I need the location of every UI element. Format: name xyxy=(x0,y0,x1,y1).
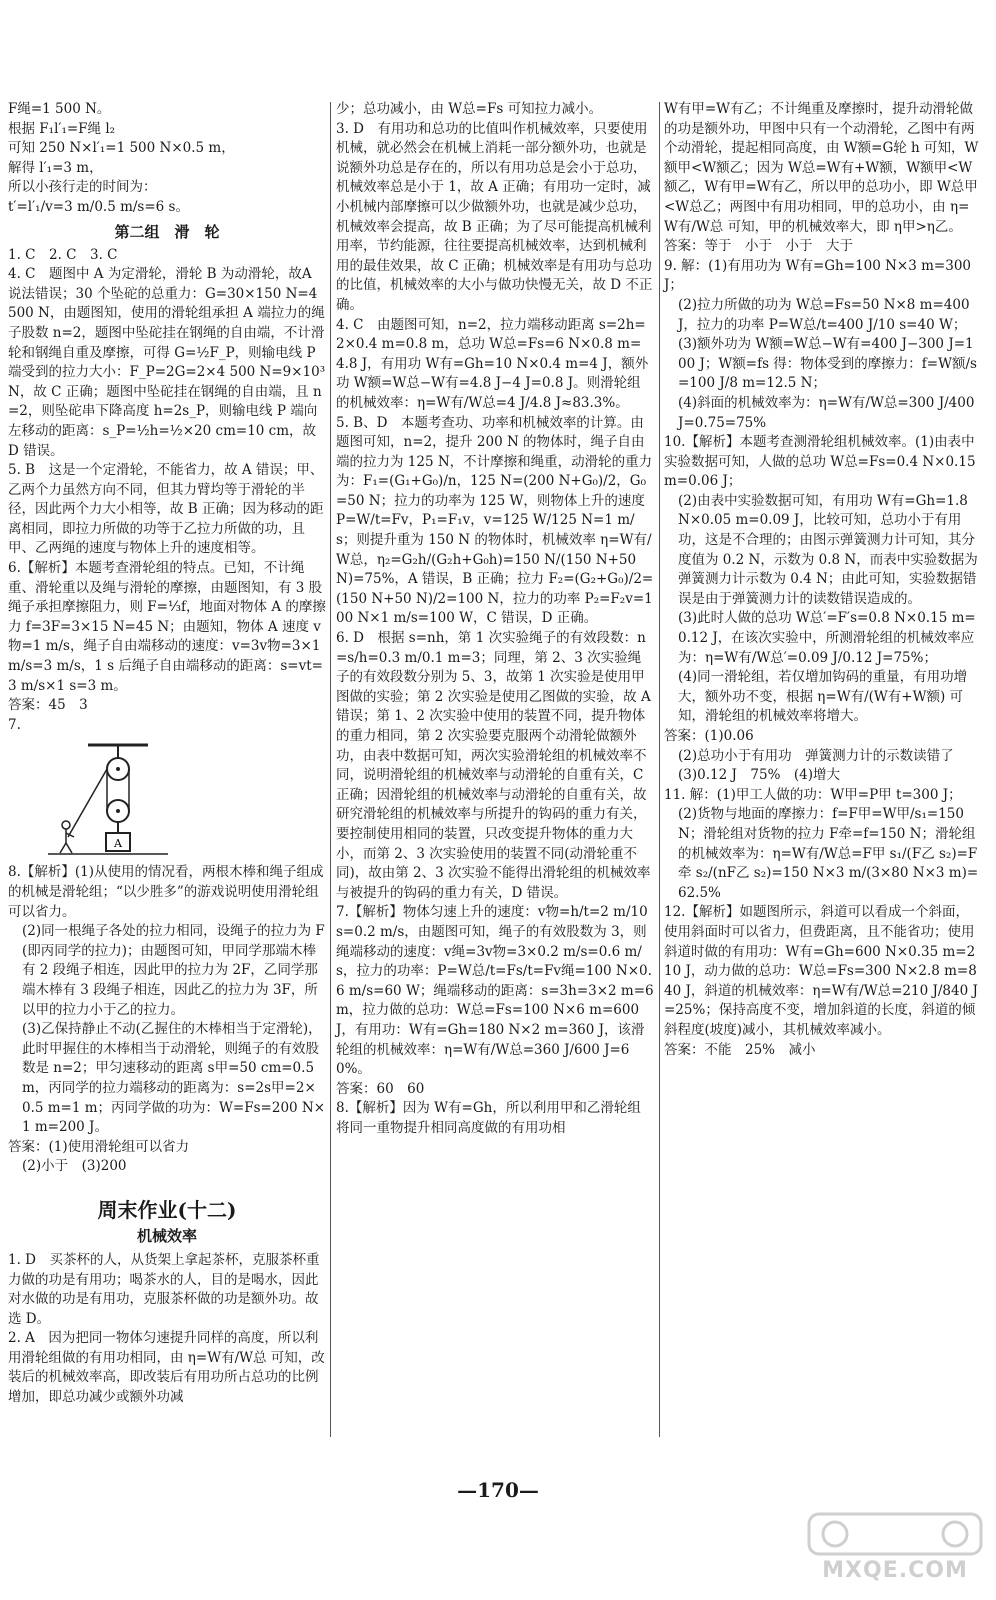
column-left xyxy=(8,100,330,1440)
answer-line: (2)同一根绳子各处的拉力相同，设绳子的拉力为 F(即丙同学的拉力)；由题图可知，甲同学那端木棒有 2 段绳子相连，因此甲的拉力为 2F，乙同学那端木棒有 3 段绳子相连，因此乙的拉力为 3F，所以甲的拉力小于乙的拉力。 xyxy=(22,923,325,1018)
page-number: —170— xyxy=(457,1478,539,1502)
answer-line: 可知 250 N×l′₁=1 500 N×0.5 m， xyxy=(8,140,235,157)
answer-line: 8.【解析】(1)从使用的情况看，两根木棒和绳子组成的机械是滑轮组；“以少胜多”的游戏说明使用滑轮组可以省力。 xyxy=(8,864,324,920)
answer-line: 解得 l′₁=3 m， xyxy=(8,159,103,176)
answer-line: 9. 解：(1)有用功为 W有=Gh=100 N×3 m=300 J； xyxy=(664,257,976,294)
answer-line: (3)此时人做的总功 W总′=F′s=0.8 N×0.15 m=0.12 J，在该次实验中，所测滑轮组的机械效率应为：η=W有/W总′=0.09 J/0.12 J=75%； xyxy=(678,610,976,666)
answer-line: 1. D 买茶杯的人，从货架上拿起茶杯，克服茶杯重力做的功是有用功；喝茶水的人，目的是喝水，因此对水做的功是有用功，克服茶杯做的功是额外功。故选 D。 xyxy=(8,1251,320,1327)
answer-line: 10.【解析】本题考查测滑轮组机械效率。(1)由表中实验数据可知，人做的总功 W总=Fs=0.4 N×0.15 m=0.06 J； xyxy=(664,434,980,490)
answer-line: 6. D 根据 s=nh，第 1 次实验绳子的有效段数：n=s/h=0.3 m/0.1 m=3；同理，第 2、3 次实验绳子的有效段数分别为 5、3，故第 1 次实验是使用甲图做的实验；第 2 次实验是使用乙图做的实验，故 A 错误；第 1、2 次实验中使用的装置不同，提升物体的重力相同，第 2 次实验要克服两个动滑轮做额外功，由表中数据可知，两次实验滑轮组的机械效率不同，说明滑轮组的机械效率与动滑轮的自重有关，C 正确；因滑轮组的机械效率与动滑轮的自重有关，故研究滑轮组的机械效率与所提升的钩码的重力有关，要控制使用相同的装置，只改变提升物体的重力大小，而第 2、3 次实验使用的装置不同(动滑轮重不同)，故由第 2、3 次实验不能得出滑轮组的机械效率与被提升的钩码的重力有关，D 错误。 xyxy=(336,630,656,901)
answer-line: (3)乙保持静止不动(乙握住的木棒相当于定滑轮)，此时甲握住的木棒相当于动滑轮，则绳子的有效股数是 n=2；甲匀速移动的距离 s甲=50 cm=0.5 m，丙同学的拉力端移动的距离为：s=2s甲=2×0.5 m=1 m；丙同学做的功为：W=Fs=200 N×1 m=200 J。 xyxy=(22,1021,326,1136)
section-title: 周末作业(十二) xyxy=(97,1197,237,1222)
figure-label: A xyxy=(114,837,122,851)
answer-line: (4)同一滑轮组，若仅增加钩码的重量，有用功增大，额外功不变，根据 η=W有/(W有+W额) 可知，滑轮组的机械效率将增大。 xyxy=(678,669,968,725)
answer-line: (2)货物与地面的摩擦力：f=F甲=W甲/s₁=150 N；滑轮组对货物的拉力 F牵=f=150 N；滑轮组的机械效率为：η=W有/W总=F甲 s₁/(F乙 s₂)=F牵 s₂/(nF乙 s₂)=150 N×3 m/(3×80 N×3 m)=62.5% xyxy=(678,806,979,901)
answer-line: 答案：45 3 xyxy=(8,697,88,714)
answer-line: 答案：不能 25% 减小 xyxy=(664,1041,816,1058)
answer-line: (2)拉力所做的功为 W总=Fs=50 N×8 m=400 J，拉力的功率 P=W总/t=400 J/10 s=40 W； xyxy=(678,296,974,333)
column-middle xyxy=(336,100,658,1440)
answer-line: (2)总功小于有用功 弹簧测力计的示数读错了 xyxy=(678,747,954,764)
answer-line: 答案：等于 小于 小于 大于 xyxy=(664,238,853,255)
answer-line: 5. B、D 本题考查功、功率和机械效率的计算。由题图可知，n=2，提升 200 N 的物体时，绳子自由端的拉力为 125 N，不计摩擦和绳重，动滑轮的重力为：F₁=(G₁+G₀)/n，125 N=(200 N+G₀)/2，G₀=50 N；拉力的功率为 125 W，则物体上升的速度 P=W/t=Fv，P₁=F₁v，v=125 W/125 N=1 m/s；则提升重为 150 N 的物体时，机械效率 η=W有/W总，η₂=G₂h/(G₂h+G₀h)=150 N/(150 N+50 N)=75%，A 错误，B 正确；拉力 F₂=(G₂+G₀)/2=(150 N+50 N)/2=100 N，拉力的功率 P₂=F₂v=100 N×1 m/s=100 W，C 错误，D 正确。 xyxy=(336,414,654,627)
answer-line: 11. 解：(1)甲工人做的功：W甲=P甲 t=300 J； xyxy=(664,786,962,803)
answer-line: W有甲=W有乙；不计绳重及摩擦时，提升动滑轮做的功是额外功，甲图中只有一个动滑轮，乙图中有两个动滑轮，提起相同高度，由 W额=G轮 h 可知，W额甲<W额乙；因为 W总=W有+W额，W额甲<W额乙，W有甲=W有乙，所以甲的总功小，即 W总甲<W总乙；两图中有用功相同，甲的总功小，由 η=W有/W总 可知，甲的机械效率大，即 η甲>η乙。 xyxy=(664,101,979,235)
answer-line: 12.【解析】如题图所示，斜道可以看成一个斜面，使用斜面时可以省力，但费距离，且不能省功；使用斜道时做的有用功：W有=Gh=600 N×0.35 m=210 J，动力做的总功：W总=Fs=300 N×2.8 m=840 J，斜道的机械效率：η=W有/W总=210 J/840 J=25%；保持高度不变，增加斜道的长度，斜道的倾斜程度(坡度)减小，其机械效率减小。 xyxy=(664,904,978,1038)
answer-line: F绳=1 500 N。 xyxy=(8,101,111,117)
column-right xyxy=(664,100,982,1440)
answer-line: 3. D 有用功和总功的比值叫作机械效率，只要使用机械，就必然会在机械上消耗一部分额外功，也就是说额外功总是存在的，所以有用功总是会小于总功，机械效率总是小于 1，故 A 正确；有用功一定时，减小机械内部摩擦可以少做额外功，也就是减少总功，机械效率会提高，故 B 正确；为了尽可能提高机械利用率，节约能源，往往要提高机械效率，达到机械利用的最佳效果，故 C 正确；机械效率是有用功与总功的比值，机械效率的大小与做功快慢无关，故 D 不正确。 xyxy=(336,120,653,313)
answer-line: 8.【解析】因为 W有=Gh，所以利用甲和乙滑轮组将同一重物提升相同高度做的有用功相 xyxy=(336,1100,641,1136)
answer-line: 7. xyxy=(8,716,21,733)
section-subtitle: 机械效率 xyxy=(136,1226,197,1245)
pulley-diagram xyxy=(48,741,168,859)
answer-line: 答案：60 60 xyxy=(336,1080,425,1097)
answer-line: 答案：(1)使用滑轮组可以省力 xyxy=(8,1138,190,1155)
watermark-text: MXQE.COM xyxy=(822,1558,968,1583)
watermark-icon xyxy=(805,1510,985,1560)
answer-line: 4. C 题图中 A 为定滑轮，滑轮 B 为动滑轮，故A 说法错误；30 个坠砣的总重力：G=30×150 N=4 500 N，由题图知，使用的滑轮组承担 A 端拉力的绳子股数 n=2，题图中坠砣挂在钢绳的自由端，不计滑轮和钢绳自重及摩擦，可得 G=½F_P，则输电线 P 端受到的拉力大小：F_P=2G=2×4 500 N=9×10³ N，故 C 正确；题图中坠砣挂在钢绳的自由端，且 n=2，则坠砣串下降高度 h=2s_P，则输电线 P 端向左移动的距离：s_P=½h=½×20 cm=10 cm，故 D 错误。 xyxy=(8,266,330,459)
answer-line: 答案：(1)0.06 xyxy=(664,728,754,744)
answer-line: (2)由表中实验数据可知，有用功 W有=Gh=1.8 N×0.05 m=0.09 J，比较可知，总功小于有用功，这是不合理的；由图示弹簧测力计可知，其分度值为 0.2 N，示数为 0.8 N，而表中实验数据为弹簧测力计示数为 0.4 N；由此可知，实验数据错误是由于弹簧测力计的读数错误造成的。 xyxy=(678,492,978,607)
answer-line: (3)0.12 J 75% (4)增大 xyxy=(678,767,841,784)
group-heading: 第二组 滑 轮 xyxy=(114,222,220,241)
answer-line: (4)斜面的机械效率为：η=W有/W总=300 J/400 J=0.75=75% xyxy=(678,394,979,431)
answer-line: 4. C 由题图可知，n=2，拉力端移动距离 s=2h=2×0.4 m=0.8 m，总功 W总=Fs=6 N×0.8 m=4.8 J，有用功 W有=Gh=10 N×0.4 m=4 J，额外功 W额=W总−W有=4.8 J−4 J=0.8 J。则滑轮组的机械效率：η=W有/W总=4 J/4.8 J≈83.3%。 xyxy=(336,316,649,411)
answer-line: 少；总功减小，由 W总=Fs 可知拉力减小。 xyxy=(336,101,603,117)
answer-line: 根据 F₁l′₁=F绳 l₂ xyxy=(8,120,116,137)
watermark-logo xyxy=(805,1510,985,1590)
answer-line: (2)小于 (3)200 xyxy=(22,1158,127,1175)
answer-line: t′=l′₁/v=3 m/0.5 m/s=6 s。 xyxy=(8,198,189,215)
answer-line: 6.【解析】本题考查滑轮组的特点。已知，不计绳重、滑轮重以及绳与滑轮的摩擦，由题图知，有 3 股绳子承担摩擦阻力，则 F=⅓f，地面对物体 A 的摩擦力 f=3F=3×15 N=45 N；由题知，物体 A 速度 v物=1 m/s，绳子自由端移动的速度：v=3v物=3×1 m/s=3 m/s，1 s 后绳子自由端移动的距离：s=vt=3 m/s×1 s=3 m。 xyxy=(8,560,326,694)
answer-line: (3)额外功为 W额=W总−W有=400 J−300 J=100 J；W额=fs 得：物体受到的摩擦力：f=W额/s=100 J/8 m=12.5 N； xyxy=(678,336,977,392)
answer-line: 7.【解析】物体匀速上升的速度：v物=h/t=2 m/10 s=0.2 m/s，由题图可知，绳子的有效股数为 3，则绳端移动的速度：v绳=3v物=3×0.2 m/s=0.6 m/s，拉力的功率：P=W总/t=Fs/t=Fv绳=100 N×0.6 m/s=60 W；绳端移动的距离：s=3h=3×2 m=6 m，拉力做的总功：W总=Fs=100 N×6 m=600 J，有用功：W有=Gh=180 N×2 m=360 J，该滑轮组的机械效率：η=W有/W总=360 J/600 J=60%。 xyxy=(336,904,658,1078)
column-divider xyxy=(659,102,660,1437)
column-divider xyxy=(330,102,331,1437)
answer-line: 2. A 因为把同一物体匀速提升同样的高度，所以利用滑轮组做的有用功相同，由 η=W有/W总 可知，改装后的机械效率高，即改装后有用功所占总功的比例增加，即总功减少或额外功减 xyxy=(8,1330,325,1406)
answer-line: 5. B 这是一个定滑轮，不能省力，故 A 错误；甲、乙两个力虽然方向不同，但其力臂均等于滑轮的半径，因此两个力大小相等，故 B 正确；因为移动的距离相同，即拉力所做的功等于乙拉力所做的功，且甲、乙两绳的速度与物体上升的速度相等。 xyxy=(8,462,324,557)
answer-line: 1. C 2. C 3. C xyxy=(8,246,118,263)
answer-line: 所以小孩行走的时间为： xyxy=(8,179,157,196)
